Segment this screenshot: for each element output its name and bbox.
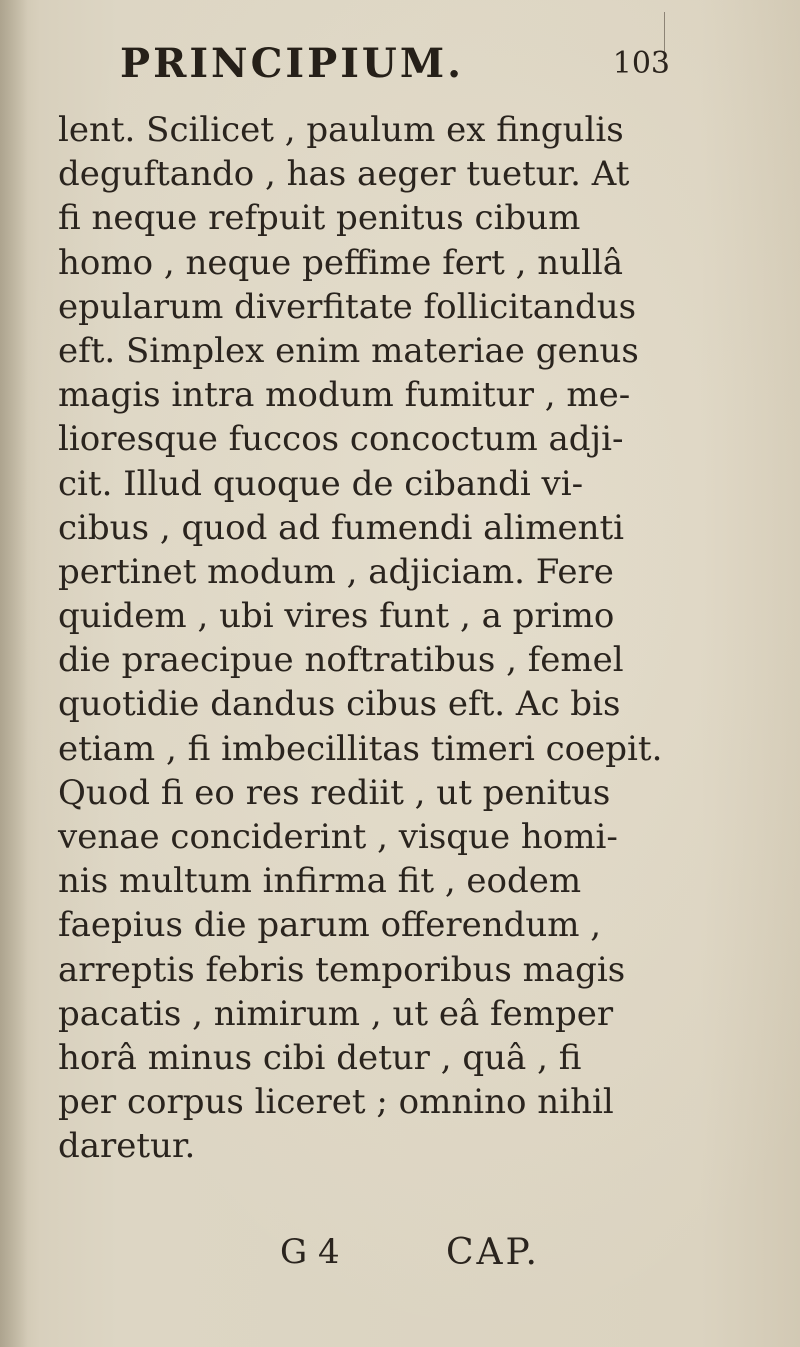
body-text <box>58 108 758 1169</box>
text-line: arreptis febris temporibus magis <box>58 949 626 990</box>
text-line: cit. Illud quoque de cibandi vi- <box>58 463 584 504</box>
text-line: epularum diverfitate follicitandus <box>58 286 637 327</box>
text-line: deguftando , has aeger tuetur. At <box>58 154 630 195</box>
page-header <box>120 40 680 100</box>
signature-mark: G 4 <box>280 1232 340 1272</box>
text-line: quidem , ubi vires funt , a primo <box>58 596 615 637</box>
text-line: pertinet modum , adjiciam. Fere <box>58 551 614 592</box>
text-line: etiam , fi imbecillitas timeri coepit. <box>58 728 663 769</box>
text-line: horâ minus cibi detur , quâ , fi <box>58 1037 582 1078</box>
text-line: eft. Simplex enim materiae genus <box>58 330 639 371</box>
text-line: magis intra modum fumitur , me- <box>58 375 631 416</box>
text-line: cibus , quod ad fumendi alimenti <box>58 507 624 548</box>
gutter-shadow <box>0 0 28 1347</box>
text-line: homo , neque peffime fert , nullâ <box>58 242 624 283</box>
page-footer <box>280 1232 640 1282</box>
catchword: CAP. <box>446 1232 540 1273</box>
text-line: lent. Scilicet , paulum ex fingulis <box>58 110 624 150</box>
running-title: PRINCIPIUM. <box>120 40 465 87</box>
text-line: venae conciderint , visque homi- <box>58 817 618 857</box>
text-line: per corpus liceret ; omnino nihil <box>58 1082 614 1123</box>
text-line: lioresque fuccos concoctum adji- <box>58 419 624 460</box>
text-line: fi neque refpuit penitus cibum <box>58 198 581 239</box>
text-line: daretur. <box>58 1126 196 1167</box>
text-line: quotidie dandus cibus eft. Ac bis <box>58 684 621 725</box>
text-line: die praecipue noftratibus , femel <box>58 640 624 681</box>
text-line: faepius die parum offerendum , <box>58 905 602 946</box>
text-line: Quod fi eo res rediit , ut penitus <box>58 772 611 813</box>
page-number: 103 <box>612 46 670 81</box>
text-line: pacatis , nimirum , ut eâ femper <box>58 993 614 1034</box>
text-line: nis multum infirma fit , eodem <box>58 861 582 902</box>
